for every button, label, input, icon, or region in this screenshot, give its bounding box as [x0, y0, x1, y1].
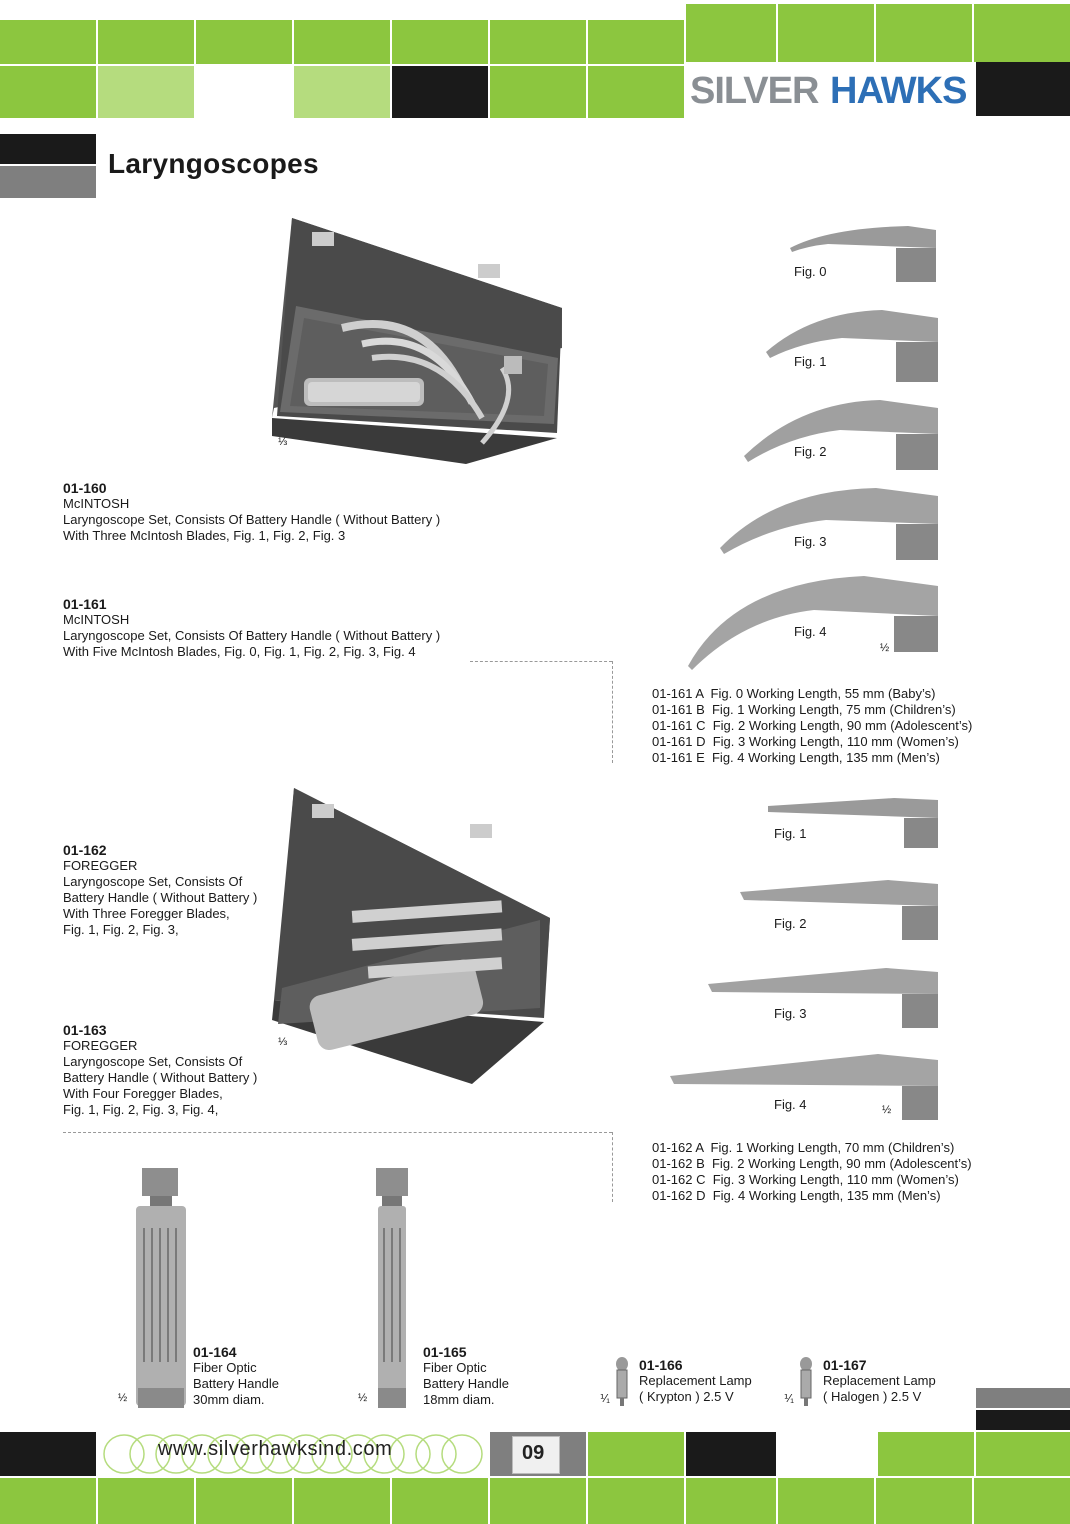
product-desc-line: Fiber Optic: [193, 1360, 257, 1375]
divider: [612, 1132, 613, 1202]
spec-line: 01-162 B Fig. 2 Working Length, 90 mm (Adolescent’s): [652, 1156, 972, 1171]
mac-blade-fig4-image: [684, 572, 940, 672]
for-fig-label: Fig. 3: [774, 1006, 807, 1021]
product-code: 01-165: [423, 1344, 467, 1360]
foregger-case-scale: ⅓: [278, 1036, 288, 1048]
product-desc-line: With Five McIntosh Blades, Fig. 0, Fig. 1, Fig. 2, Fig. 3, Fig. 4: [63, 644, 416, 659]
product-code: 01-160: [63, 480, 107, 496]
side-marker: [976, 1410, 1070, 1430]
mac-fig-label: Fig. 0: [794, 264, 827, 279]
product-01-166: [639, 1357, 752, 1405]
spec-line: 01-162 C Fig. 3 Working Length, 110 mm (Women’s): [652, 1172, 959, 1187]
mac-blade-fig2-image: [740, 394, 940, 474]
for-fig-label: Fig. 4: [774, 1097, 807, 1112]
mac-fig-label: Fig. 2: [794, 444, 827, 459]
product-01-160: [63, 480, 440, 544]
product-desc-line: Fig. 1, Fig. 2, Fig. 3, Fig. 4,: [63, 1102, 219, 1117]
divider: [612, 661, 613, 763]
product-desc-line: Laryngoscope Set, Consists Of Battery Handle ( Without Battery ): [63, 628, 441, 643]
product-01-164: [193, 1344, 279, 1408]
handle-30mm-image: [132, 1166, 190, 1420]
product-code: 01-161: [63, 596, 107, 612]
for-blade-fig1-image: [764, 790, 940, 852]
product-desc-line: 30mm diam.: [193, 1392, 265, 1407]
spec-line: 01-161 E Fig. 4 Working Length, 135 mm (Men’s): [652, 750, 940, 765]
mac-fig-label: Fig. 1: [794, 354, 827, 369]
lamp-halogen-scale: ⅟₁: [784, 1393, 794, 1405]
product-01-167: [823, 1357, 936, 1405]
lamp-krypton-scale: ⅟₁: [600, 1393, 610, 1405]
foregger-spec-list: [652, 1140, 972, 1204]
brand-logo: [690, 66, 972, 116]
product-desc-line: With Three Foregger Blades,: [63, 906, 230, 921]
product-01-163: [63, 1022, 257, 1118]
product-desc-line: With Three McIntosh Blades, Fig. 1, Fig. 2, Fig. 3: [63, 528, 346, 543]
product-desc-line: With Four Foregger Blades,: [63, 1086, 223, 1101]
foregger-case-image: [272, 788, 554, 1084]
product-code: 01-162: [63, 842, 107, 858]
product-01-161: [63, 596, 440, 660]
mac-blades-scale: ½: [880, 642, 890, 654]
brand-logo-part2: HAWKS: [830, 70, 967, 112]
spec-line: 01-161 B Fig. 1 Working Length, 75 mm (Children’s): [652, 702, 956, 717]
product-name: McINTOSH: [63, 496, 130, 511]
product-01-165: [423, 1344, 509, 1408]
product-desc-line: ( Halogen ) 2.5 V: [823, 1389, 922, 1404]
handle-18mm-scale: ½: [358, 1392, 368, 1404]
product-desc-line: Battery Handle ( Without Battery ): [63, 1070, 258, 1085]
lamp-halogen-image: [798, 1356, 814, 1408]
product-name: FOREGGER: [63, 858, 138, 873]
for-blade-fig2-image: [738, 872, 940, 944]
product-desc-line: ( Krypton ) 2.5 V: [639, 1389, 734, 1404]
product-desc-line: 18mm diam.: [423, 1392, 495, 1407]
brand-logo-part1: SILVER: [690, 70, 819, 112]
page-number: 09: [522, 1442, 545, 1464]
for-blades-scale: ½: [882, 1104, 892, 1116]
spec-line: 01-161 D Fig. 3 Working Length, 110 mm (Women’s): [652, 734, 959, 749]
divider: [470, 661, 612, 662]
product-desc-line: Laryngoscope Set, Consists Of: [63, 874, 243, 889]
product-desc-line: Replacement Lamp: [823, 1373, 936, 1388]
product-code: 01-166: [639, 1357, 683, 1373]
product-desc-line: Fiber Optic: [423, 1360, 487, 1375]
website-link[interactable]: www.silverhawksind.com: [158, 1438, 393, 1460]
mac-blade-fig1-image: [762, 302, 940, 382]
product-desc-line: Battery Handle ( Without Battery ): [63, 890, 258, 905]
handle-18mm-image: [372, 1166, 412, 1420]
mac-fig-label: Fig. 4: [794, 624, 827, 639]
product-desc-line: Battery Handle: [193, 1376, 279, 1391]
spec-line: 01-161 C Fig. 2 Working Length, 90 mm (Adolescent’s): [652, 718, 973, 733]
product-name: FOREGGER: [63, 1038, 138, 1053]
spec-line: 01-161 A Fig. 0 Working Length, 55 mm (Baby’s): [652, 686, 936, 701]
product-code: 01-167: [823, 1357, 867, 1373]
spec-line: 01-162 D Fig. 4 Working Length, 135 mm (Men’s): [652, 1188, 941, 1203]
product-code: 01-163: [63, 1022, 107, 1038]
divider: [63, 1132, 612, 1133]
mcintosh-spec-list: [652, 686, 972, 766]
mac-blade-fig3-image: [716, 484, 940, 564]
for-fig-label: Fig. 1: [774, 826, 807, 841]
side-marker: [976, 1388, 1070, 1408]
mac-fig-label: Fig. 3: [794, 534, 827, 549]
product-01-162: [63, 842, 257, 938]
product-desc-line: Fig. 1, Fig. 2, Fig. 3,: [63, 922, 179, 937]
page-title: Laryngoscopes: [108, 148, 319, 179]
mcintosh-case-image: [272, 218, 576, 464]
spec-line: 01-162 A Fig. 1 Working Length, 70 mm (Children’s): [652, 1140, 955, 1155]
product-code: 01-164: [193, 1344, 237, 1360]
product-desc-line: Laryngoscope Set, Consists Of Battery Handle ( Without Battery ): [63, 512, 441, 527]
mcintosh-case-scale: ⅓: [278, 436, 288, 448]
handle-30mm-scale: ½: [118, 1392, 128, 1404]
lamp-krypton-image: [614, 1356, 630, 1408]
product-desc-line: Laryngoscope Set, Consists Of: [63, 1054, 243, 1069]
product-desc-line: Replacement Lamp: [639, 1373, 752, 1388]
product-name: McINTOSH: [63, 612, 130, 627]
for-fig-label: Fig. 2: [774, 916, 807, 931]
for-blade-fig3-image: [706, 958, 940, 1030]
product-desc-line: Battery Handle: [423, 1376, 509, 1391]
